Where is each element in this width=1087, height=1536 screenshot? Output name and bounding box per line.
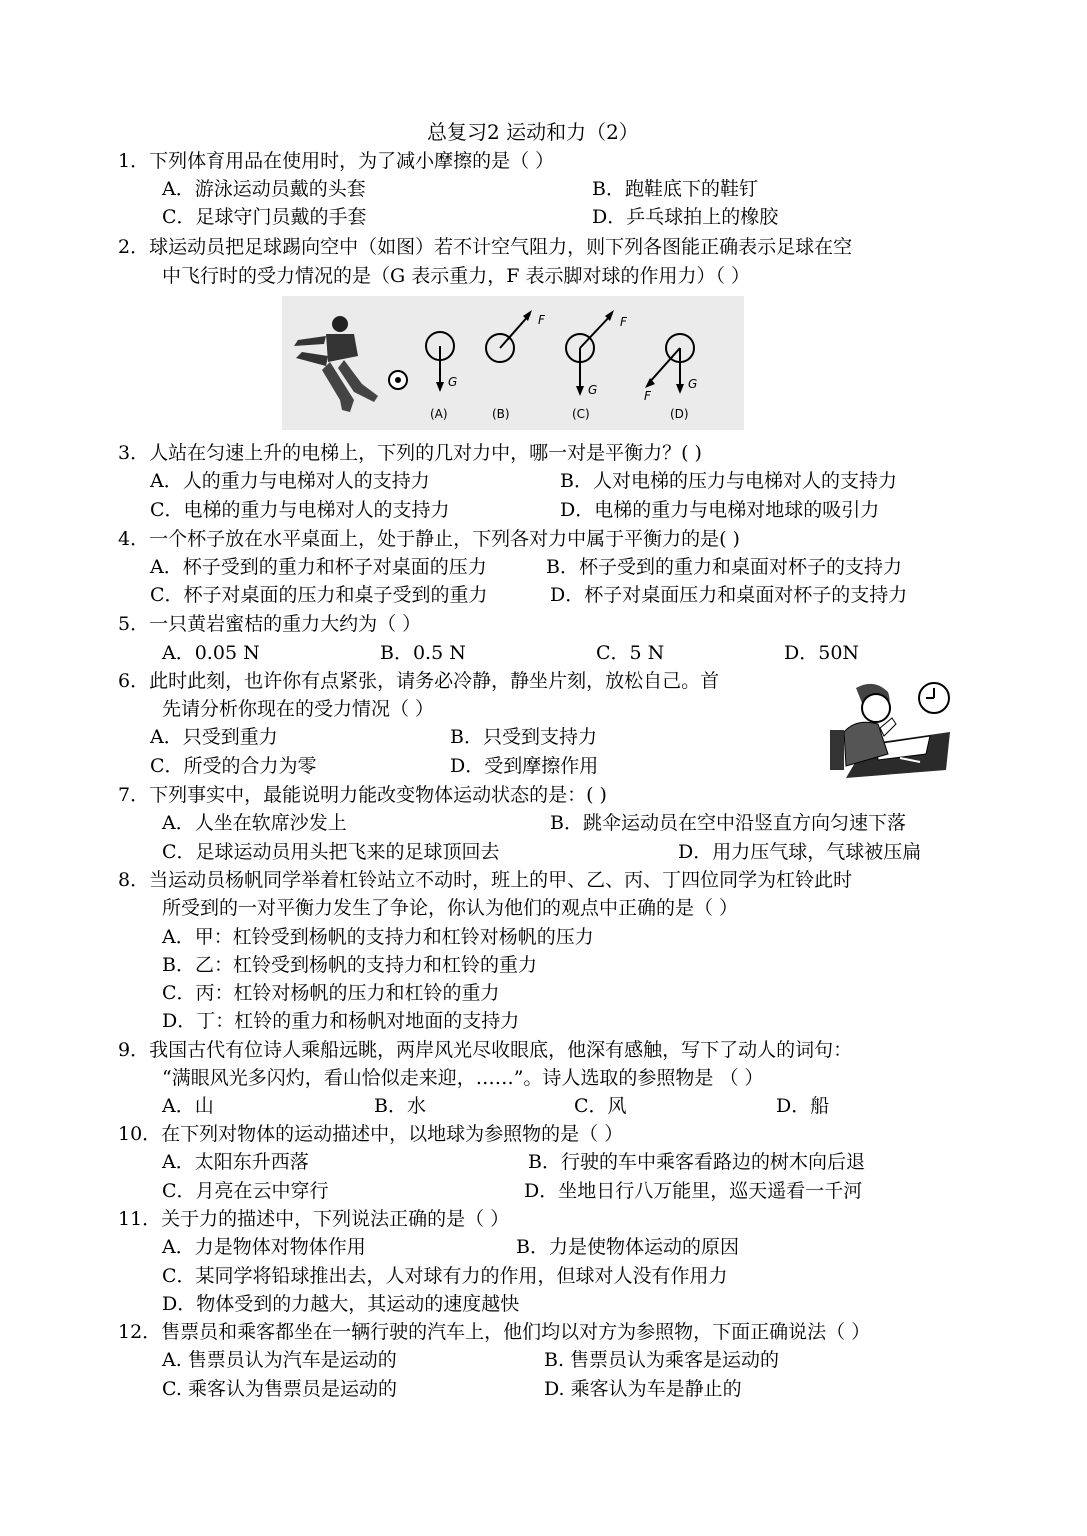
q4-option-d: D．杯子对桌面压力和桌面对杯子的支持力	[550, 584, 908, 606]
q6-option-d: D．受到摩擦作用	[450, 755, 599, 777]
question-3-stem: 3．人站在匀速上升的电梯上，下列的几对力中，哪一对是平衡力？( )	[118, 442, 702, 464]
question-9-stem-line-2: “满眼风光多闪灼，看山恰似走来迎，……”。诗人选取的参照物是 （ ）	[162, 1067, 764, 1089]
q10-option-a: A．太阳东升西落	[162, 1151, 309, 1173]
diagram-d-f-label: F	[644, 389, 651, 403]
question-6-stem-line-1: 6．此时此刻，也许你有点紧张，请务必冷静，静坐片刻，放松自己。首	[118, 670, 720, 692]
diagram-c-f-label: F	[620, 315, 627, 329]
diagram-a-g-label: G	[448, 375, 458, 389]
question-10-stem: 10．在下列对物体的运动描述中，以地球为参照物的是（ ）	[118, 1123, 624, 1145]
q7-option-c: C．足球运动员用头把飞来的足球顶回去	[162, 841, 500, 863]
q12-option-c: C. 乘客认为售票员是运动的	[162, 1378, 397, 1400]
q1-option-a: A．游泳运动员戴的头套	[162, 178, 366, 200]
diagram-b-f-label: F	[538, 313, 545, 327]
question-8-stem-line-1: 8．当运动员杨帆同学举着杠铃站立不动时，班上的甲、乙、丙、丁四位同学为杠铃此时	[118, 869, 853, 891]
question-2-stem-line-2: 中飞行时的受力情况的是（G 表示重力，F 表示脚对球的作用力）（ ）	[162, 265, 750, 287]
q8-option-c: C．丙：杠铃对杨帆的压力和杠铃的重力	[162, 982, 500, 1004]
q11-option-b: B．力是使物体运动的原因	[516, 1236, 739, 1258]
q4-option-a: A．杯子受到的重力和杯子对桌面的压力	[150, 556, 487, 578]
clock-icon	[919, 683, 949, 713]
q11-option-a: A．力是物体对物体作用	[162, 1236, 366, 1258]
q1-option-c: C．足球守门员戴的手套	[162, 206, 367, 228]
diagram-b-caption: (B)	[492, 407, 510, 421]
q3-option-c: C．电梯的重力与电梯对人的支持力	[150, 499, 450, 521]
q1-option-d: D．乒乓球拍上的橡胶	[592, 206, 779, 228]
question-11-stem: 11．关于力的描述中，下列说法正确的是（ ）	[118, 1208, 510, 1230]
q5-option-d: D．50N	[784, 642, 860, 664]
diagram-a-caption: (A)	[430, 407, 448, 421]
q9-option-a: A．山	[162, 1095, 214, 1117]
q7-option-b: B．跳伞运动员在空中沿竖直方向匀速下落	[550, 812, 906, 834]
q10-option-b: B．行驶的车中乘客看路边的树木向后退	[528, 1151, 865, 1173]
q9-option-d: D．船	[776, 1095, 830, 1117]
q8-option-b: B．乙：杠铃受到杨帆的支持力和杠铃的重力	[162, 954, 537, 976]
q3-option-b: B．人对电梯的压力与电梯对人的支持力	[560, 470, 897, 492]
q12-option-d: D. 乘客认为车是静止的	[544, 1378, 742, 1400]
q11-option-c: C．某同学将铅球推出去，人对球有力的作用，但球对人没有作用力	[162, 1265, 728, 1287]
q8-option-d: D．丁：杠铃的重力和杨帆对地面的支持力	[162, 1010, 520, 1032]
q8-option-a: A．甲：杠铃受到杨帆的支持力和杠铃对杨帆的压力	[162, 926, 594, 948]
diagram-c-g-label: G	[588, 383, 598, 397]
question-9-stem-line-1: 9．我国古代有位诗人乘船远眺，两岸风光尽收眼底，他深有感触，写下了动人的词句：	[118, 1039, 853, 1061]
q6-option-a: A．只受到重力	[150, 726, 278, 748]
question-5-stem: 5．一只黄岩蜜桔的重力大约为（ ）	[118, 613, 422, 635]
q6-option-c: C．所受的合力为零	[150, 755, 317, 777]
q5-option-a: A．0.05 N	[162, 642, 260, 664]
q10-option-d: D．坐地日行八万能里，巡天遥看一千河	[524, 1180, 863, 1202]
q5-option-c: C．5 N	[596, 642, 665, 664]
question-4-stem: 4．一个杯子放在水平桌面上，处于静止，下列各对力中属于平衡力的是( )	[118, 528, 740, 550]
q12-option-a: A. 售票员认为汽车是运动的	[162, 1349, 397, 1371]
question-2-stem-line-1: 2．球运动员把足球踢向空中（如图）若不计空气阻力，则下列各图能正确表示足球在空	[118, 236, 853, 258]
q9-option-b: B．水	[374, 1095, 426, 1117]
student-at-desk-illustration	[826, 674, 956, 782]
question-6-stem-line-2: 先请分析你现在的受力情况（ ）	[162, 698, 435, 720]
question-12-stem: 12．售票员和乘客都坐在一辆行驶的汽车上，他们均以对方为参照物，下面正确说法（ ）	[118, 1321, 871, 1343]
q7-option-a: A．人坐在软席沙发上	[162, 812, 347, 834]
diagram-d-g-label: G	[688, 377, 698, 391]
q4-option-c: C．杯子对桌面的压力和桌子受到的重力	[150, 584, 488, 606]
question-7-stem: 7．下列事实中，最能说明力能改变物体运动状态的是：( )	[118, 784, 607, 806]
q10-option-c: C．月亮在云中穿行	[162, 1180, 329, 1202]
q3-option-d: D．电梯的重力与电梯对地球的吸引力	[560, 499, 880, 521]
force-diagram-figure	[282, 296, 744, 430]
q5-option-b: B．0.5 N	[380, 642, 466, 664]
q6-option-b: B．只受到支持力	[450, 726, 597, 748]
q11-option-d: D．物体受到的力越大，其运动的速度越快	[162, 1293, 520, 1315]
q12-option-b: B. 售票员认为乘客是运动的	[544, 1349, 780, 1371]
q7-option-d: D．用力压气球，气球被压扁	[678, 841, 922, 863]
diagram-c-caption: (C)	[572, 407, 590, 421]
diagram-d-caption: (D)	[670, 407, 689, 421]
q1-option-b: B．跑鞋底下的鞋钉	[592, 178, 758, 200]
page-title: 总复习2 运动和力（2）	[427, 120, 639, 144]
question-8-stem-line-2: 所受到的一对平衡力发生了争论，你认为他们的观点中正确的是（ ）	[162, 897, 739, 919]
q4-option-b: B．杯子受到的重力和桌面对杯子的支持力	[546, 556, 902, 578]
q3-option-a: A．人的重力与电梯对人的支持力	[150, 470, 430, 492]
q9-option-c: C．风	[574, 1095, 627, 1117]
question-1-stem: 1．下列体育用品在使用时，为了减小摩擦的是（ ）	[118, 150, 555, 172]
